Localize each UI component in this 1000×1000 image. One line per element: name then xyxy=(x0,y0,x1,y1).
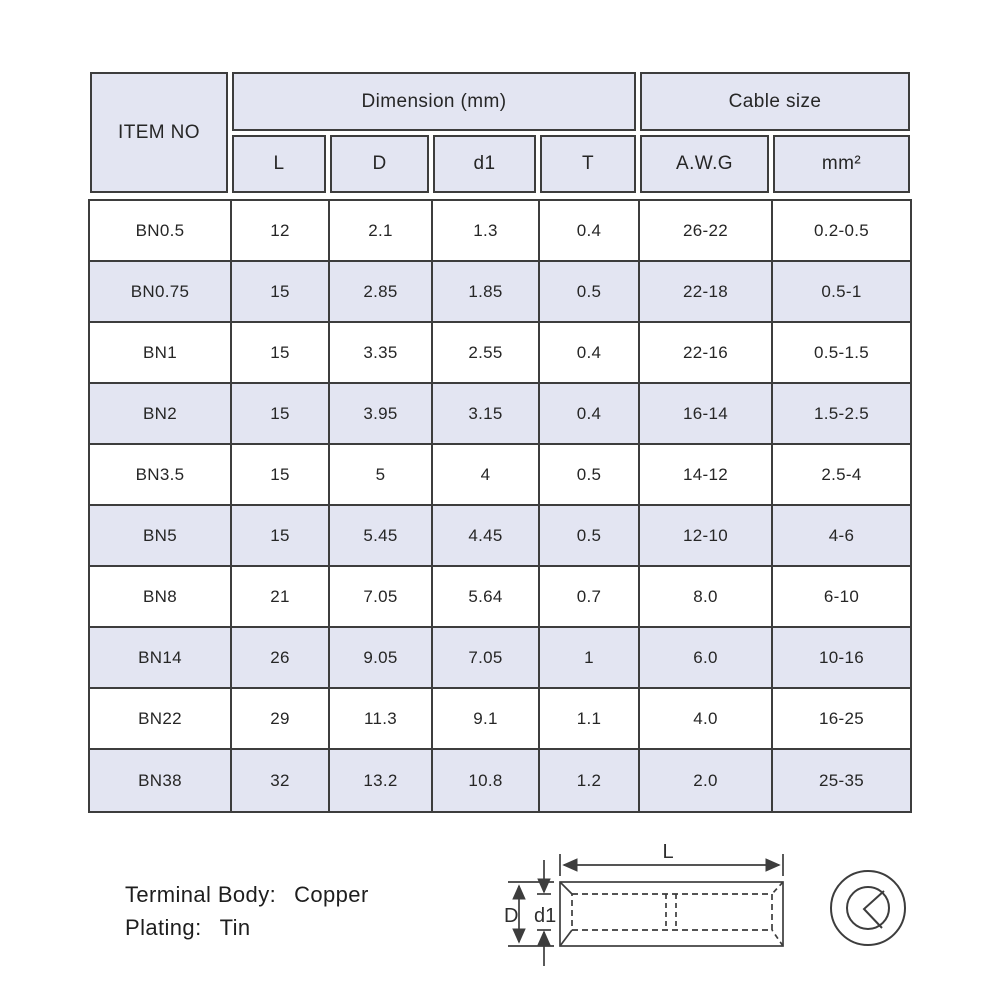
cell-awg: 14-12 xyxy=(640,445,773,504)
connector-body-side-view xyxy=(560,882,783,946)
table-row xyxy=(90,567,910,628)
table-row xyxy=(90,689,910,750)
connector-end-view xyxy=(831,871,905,945)
cell-d: 3.35 xyxy=(330,323,433,382)
cell-item: BN5 xyxy=(90,506,232,565)
cell-l: 32 xyxy=(232,750,330,811)
connector-dimension-diagram xyxy=(498,838,948,970)
cell-d: 13.2 xyxy=(330,750,433,811)
table-row xyxy=(90,750,910,811)
cell-mm2: 2.5-4 xyxy=(821,464,862,484)
cell-t: 0.4 xyxy=(540,384,640,443)
terminal-body-note xyxy=(125,878,369,911)
cell-d1: 10.8 xyxy=(433,750,540,811)
cell-l: 15 xyxy=(232,506,330,565)
cell-t: 0.4 xyxy=(540,323,640,382)
cell-d1: 7.05 xyxy=(433,628,540,687)
cell-l: 12 xyxy=(232,201,330,260)
cell-l: 26 xyxy=(232,628,330,687)
header-col-d: D xyxy=(330,135,429,193)
cell-l: 21 xyxy=(232,567,330,626)
cell-d: 7.05 xyxy=(330,567,433,626)
header-dimension-group: Dimension (mm) xyxy=(232,72,636,131)
cell-item: BN38 xyxy=(90,750,232,811)
cell-mm2: 16-25 xyxy=(819,708,864,728)
material-notes xyxy=(125,878,369,944)
cell-d1: 1.3 xyxy=(433,201,540,260)
terminal-body-label: Terminal Body: xyxy=(125,881,277,907)
cell-item: BN8 xyxy=(90,567,232,626)
table-row xyxy=(90,506,910,567)
cell-d1: 9.1 xyxy=(433,689,540,748)
cell-t: 0.5 xyxy=(540,506,640,565)
cell-awg: 22-16 xyxy=(640,323,773,382)
cell-t: 1 xyxy=(540,628,640,687)
cell-mm2: 10-16 xyxy=(819,647,864,667)
table-row xyxy=(90,323,910,384)
cell-t: 1.1 xyxy=(540,689,640,748)
cell-t: 1.2 xyxy=(540,750,640,811)
cell-awg: 2.0 xyxy=(640,750,773,811)
cell-item: BN0.5 xyxy=(90,201,232,260)
header-col-mm2: mm² xyxy=(773,135,910,193)
cell-d: 2.85 xyxy=(330,262,433,321)
cell-mm2: 0.2-0.5 xyxy=(813,220,870,240)
cell-mm2: 25-35 xyxy=(819,770,864,790)
cell-d: 5 xyxy=(330,445,433,504)
cell-awg: 6.0 xyxy=(640,628,773,687)
cell-mm2: 1.5-2.5 xyxy=(813,403,870,423)
cell-d: 3.95 xyxy=(330,384,433,443)
table-header xyxy=(88,70,912,195)
table-row xyxy=(90,445,910,506)
cell-l: 15 xyxy=(232,262,330,321)
table-row xyxy=(90,262,910,323)
cell-awg: 12-10 xyxy=(640,506,773,565)
table-row xyxy=(90,628,910,689)
terminal-body-value: Copper xyxy=(294,881,369,907)
cell-d1: 1.85 xyxy=(433,262,540,321)
cell-d1: 5.64 xyxy=(433,567,540,626)
dim-label-d: D xyxy=(504,905,519,927)
cell-d1: 3.15 xyxy=(433,384,540,443)
cell-d: 9.05 xyxy=(330,628,433,687)
cell-mm2: 0.5-1 xyxy=(821,281,862,301)
cell-l: 15 xyxy=(232,445,330,504)
cell-l: 15 xyxy=(232,323,330,382)
cell-item: BN22 xyxy=(90,689,232,748)
header-col-d1: d1 xyxy=(433,135,536,193)
cell-item: BN3.5 xyxy=(90,445,232,504)
cell-l: 29 xyxy=(232,689,330,748)
cell-d: 2.1 xyxy=(330,201,433,260)
cell-t: 0.7 xyxy=(540,567,640,626)
connector-outline xyxy=(560,882,783,946)
connector-bore-dashed xyxy=(572,894,772,930)
plating-note xyxy=(125,911,369,944)
cell-t: 0.5 xyxy=(540,445,640,504)
cell-awg: 4.0 xyxy=(640,689,773,748)
end-view-outer-circle xyxy=(831,871,905,945)
cell-item: BN0.75 xyxy=(90,262,232,321)
spec-table xyxy=(88,70,912,813)
table-body xyxy=(88,199,912,813)
cell-d1: 2.55 xyxy=(433,323,540,382)
end-view-seam-notch xyxy=(864,891,884,928)
cell-awg: 8.0 xyxy=(640,567,773,626)
cell-t: 0.4 xyxy=(540,201,640,260)
header-cable-size-group: Cable size xyxy=(640,72,910,131)
cell-mm2: 0.5-1.5 xyxy=(813,342,870,362)
cell-l: 15 xyxy=(232,384,330,443)
cell-d1: 4 xyxy=(433,445,540,504)
header-col-awg: A.W.G xyxy=(640,135,769,193)
cell-d1: 4.45 xyxy=(433,506,540,565)
cell-item: BN14 xyxy=(90,628,232,687)
plating-label: Plating: xyxy=(125,914,202,940)
dim-label-l: L xyxy=(662,841,674,863)
cell-awg: 22-18 xyxy=(640,262,773,321)
cell-item: BN2 xyxy=(90,384,232,443)
cell-awg: 16-14 xyxy=(640,384,773,443)
header-col-l: L xyxy=(232,135,326,193)
cell-d: 11.3 xyxy=(330,689,433,748)
cell-d: 5.45 xyxy=(330,506,433,565)
cell-mm2: 6-10 xyxy=(823,586,860,606)
table-row xyxy=(90,384,910,445)
header-col-t: T xyxy=(540,135,636,193)
dim-label-d1: d1 xyxy=(534,905,557,927)
cell-item: BN1 xyxy=(90,323,232,382)
table-row xyxy=(90,201,910,262)
header-item-no: ITEM NO xyxy=(90,72,228,193)
cell-mm2: 4-6 xyxy=(828,525,855,545)
cell-t: 0.5 xyxy=(540,262,640,321)
plating-value: Tin xyxy=(219,914,251,940)
cell-awg: 26-22 xyxy=(640,201,773,260)
